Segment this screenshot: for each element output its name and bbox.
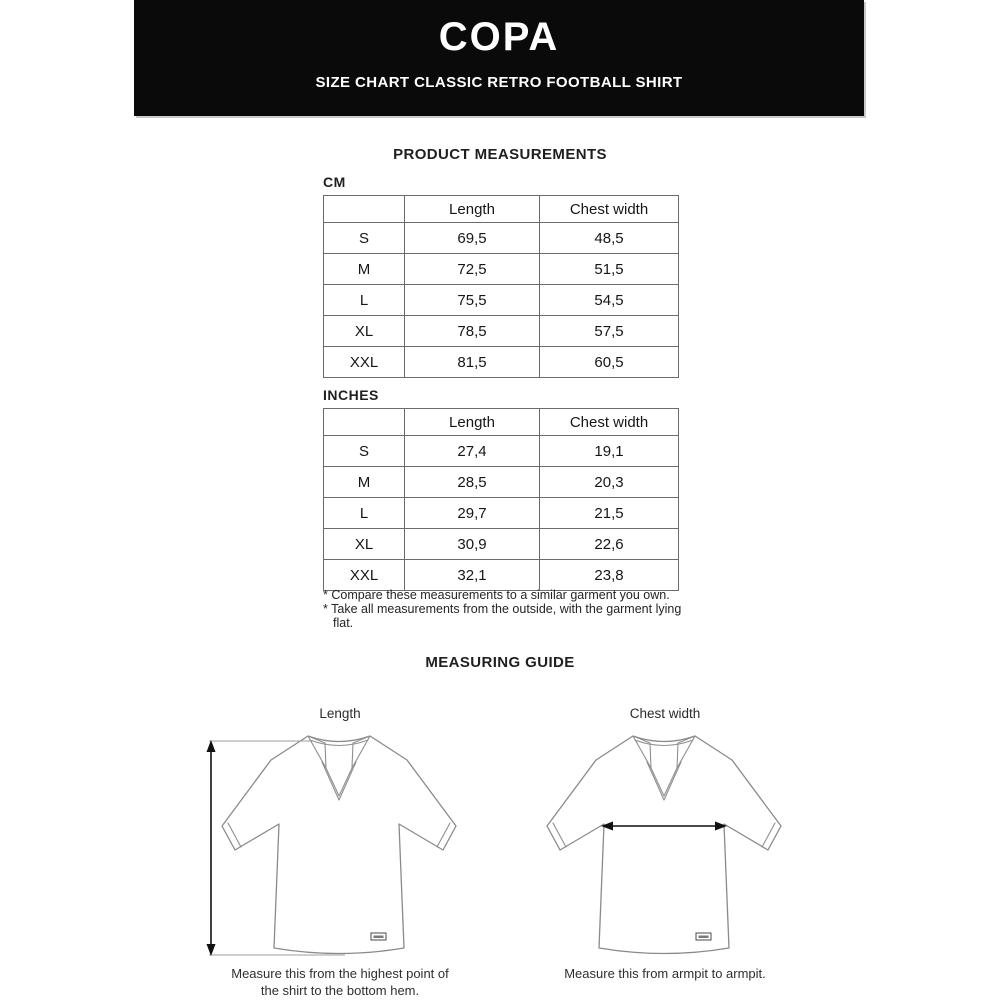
- chest-cell: 22,6: [540, 529, 679, 560]
- table-row: [324, 467, 679, 498]
- chest-cell: 21,5: [540, 498, 679, 529]
- footnote-outside: * Take all measurements from the outside, with the garment lying flat.: [323, 601, 682, 630]
- table-row: [324, 529, 679, 560]
- length-cell: 30,9: [405, 529, 540, 560]
- table-row: [324, 316, 679, 347]
- table-row: [324, 436, 679, 467]
- length-cell: 78,5: [405, 316, 540, 347]
- size-cell: XXL: [324, 347, 405, 378]
- chest-cell: 19,1: [540, 436, 679, 467]
- length-cell: 27,4: [405, 436, 540, 467]
- size-cell: M: [324, 467, 405, 498]
- table-row: [324, 498, 679, 529]
- length-cell: 81,5: [405, 347, 540, 378]
- length-cell: 72,5: [405, 254, 540, 285]
- banner-subtitle: SIZE CHART CLASSIC RETRO FOOTBALL SHIRT: [315, 74, 683, 91]
- table-header-row: [324, 196, 679, 223]
- length-column-header: Length: [405, 409, 540, 436]
- length-cell: 32,1: [405, 560, 540, 591]
- length-diagram-caption: Measure this from the highest point of the shirt to the bottom hem.: [231, 966, 449, 998]
- table-row: [324, 223, 679, 254]
- footnote-compare: * Compare these measurements to a similar garment you own.: [323, 588, 670, 602]
- chest-cell: 54,5: [540, 285, 679, 316]
- size-cell: M: [324, 254, 405, 285]
- size-cell: S: [324, 436, 405, 467]
- size-cell: L: [324, 285, 405, 316]
- size-cell: XL: [324, 529, 405, 560]
- table-row: [324, 560, 679, 591]
- size-column-header: [324, 196, 405, 223]
- table-row: [324, 285, 679, 316]
- chest-cell: 60,5: [540, 347, 679, 378]
- size-cell: XXL: [324, 560, 405, 591]
- inches-unit-label: INCHES: [323, 387, 379, 403]
- brand-banner: [134, 0, 864, 116]
- length-cell: 69,5: [405, 223, 540, 254]
- chest-cell: 57,5: [540, 316, 679, 347]
- product-measurements-title: PRODUCT MEASUREMENTS: [393, 146, 607, 163]
- shirt-diagram: [547, 736, 781, 954]
- size-cell: S: [324, 223, 405, 254]
- length-cell: 75,5: [405, 285, 540, 316]
- chest-cell: 23,8: [540, 560, 679, 591]
- size-column-header: [324, 409, 405, 436]
- footnotes: [323, 589, 693, 630]
- measuring-guide-title: MEASURING GUIDE: [425, 654, 575, 671]
- size-cell: L: [324, 498, 405, 529]
- table-header-row: [324, 409, 679, 436]
- cm-unit-label: CM: [323, 174, 346, 190]
- table-row: [324, 254, 679, 285]
- copa-logo: COPA: [438, 15, 560, 59]
- chest-width-diagram: [520, 706, 810, 983]
- length-column-header: Length: [405, 196, 540, 223]
- size-cell: XL: [324, 316, 405, 347]
- chest-cell: 48,5: [540, 223, 679, 254]
- length-diagram: [195, 706, 485, 999]
- chest-column-header: Chest width: [540, 196, 679, 223]
- chest-cell: 20,3: [540, 467, 679, 498]
- length-cell: 28,5: [405, 467, 540, 498]
- shirt-chest-illustration: [520, 726, 810, 966]
- chest-column-header: Chest width: [540, 409, 679, 436]
- inches-size-table: [323, 408, 679, 591]
- table-row: [324, 347, 679, 378]
- shirt-diagram: [222, 736, 456, 954]
- length-diagram-label: Length: [319, 706, 361, 721]
- chest-width-diagram-caption: Measure this from armpit to armpit.: [564, 966, 766, 981]
- chest-width-diagram-label: Chest width: [629, 706, 701, 721]
- length-cell: 29,7: [405, 498, 540, 529]
- cm-size-table: [323, 195, 679, 378]
- shirt-length-illustration: [195, 726, 485, 966]
- chest-cell: 51,5: [540, 254, 679, 285]
